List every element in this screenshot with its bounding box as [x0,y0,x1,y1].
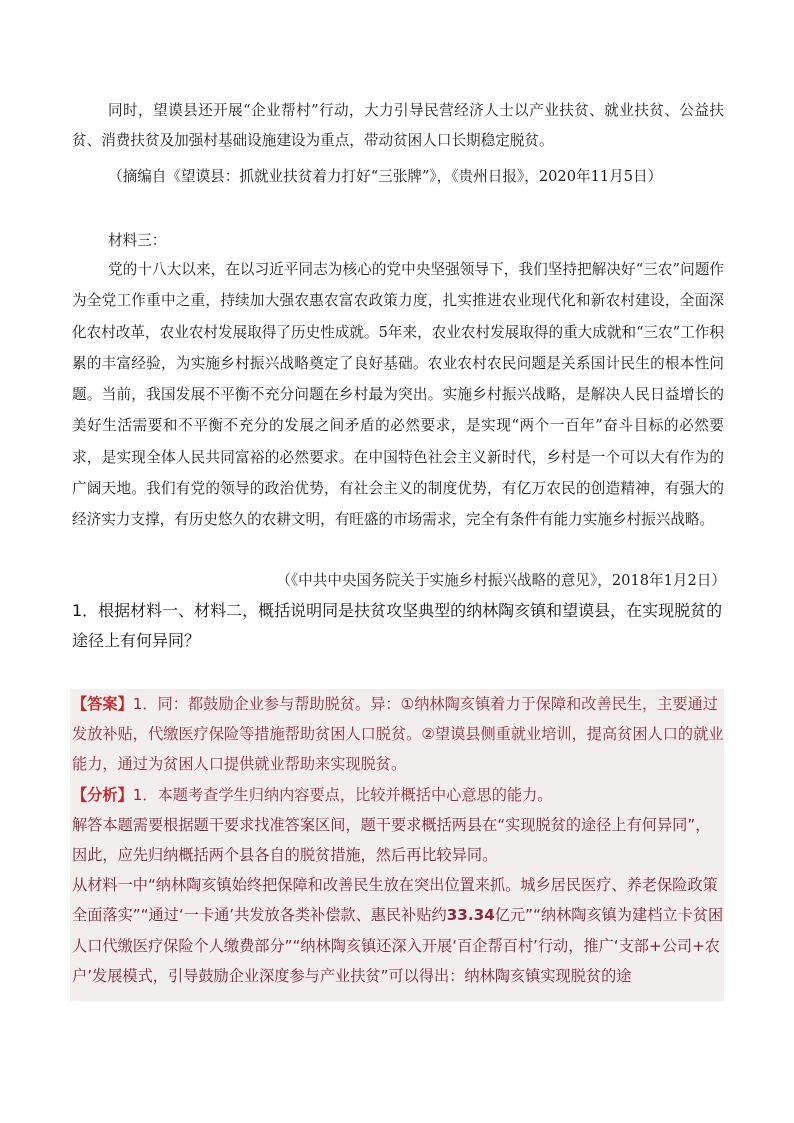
answer-text: 1．同：都鼓励企业参与帮助脱贫。异：①纳林陶亥镇着力于保障和改善民生，主要通过发放补贴，代缴医疗保险等措施帮助贫困人口脱贫。②望谟县侧重就业培训，提高贫困人口的就业能力，通过为贫困人口提供就业帮助来实现脱贫。 [72,695,724,774]
answer-analysis-box [70,689,724,1001]
analysis-line-3 [70,870,724,991]
subsidy-amount: 33.34 [446,906,495,925]
analysis-line-1: 1．本题考查学生归纳内容要点，比较并概括中心意思的能力。 [132,785,553,804]
analysis-line-2: 解答本题需要根据题干要求找准答案区间，题干要求概括两县在“实现脱贫的途径上有何异同”，因此，应先归纳概括两个县各自的脱贫措施，然后再比较异同。 [72,815,711,865]
material2-closing-paragraph: 同时，望谟县还开展“企业帮村”行动，大力引导民营经济人士以产业扶贫、就业扶贫、公益扶贫、消费扶贫及加强村基础设施建设为重点，带动贫困人口长期稳定脱贫。 [72,102,724,149]
material3-label: 材料三： [108,232,167,249]
answer-block [70,689,724,780]
material3-paragraph: 党的十八大以来，在以习近平同志为核心的党中央坚强领导下，我们坚持把解决好“三农”问题作为全党工作重中之重，持续加大强农惠农富农政策力度，扎实推进农业现代化和新农村建设，全面深化农村改革，农业农村发展取得了历史性成就。5年来，农业农村发展取得的重大成就和“三农”工作积累的丰富经验，为实施乡村振兴战略奠定了良好基础。农业农村农民问题是关系国计民生的根本性问题。当前，我国发展不平衡不充分问题在乡村最为突出。实施乡村振兴战略，是解决人民日益增长的美好生活需要和不平衡不充分的发展之间矛盾的必然要求，是实现“两个一百年”奋斗目标的必然要求，是实现全体人民共同富裕的必然要求。在中国特色社会主义新时代，乡村是一个可以大有作为的广阔天地。我们有党的领导的政治优势，有社会主义的制度优势，有亿万农民的创造精神，有强大的经济实力支撑，有历史悠久的农耕文明，有旺盛的市场需求，完全有条件有能力实施乡村振兴战略。 [72,261,724,529]
question-1: 1．根据材料一、材料二，概括说明同是扶贫攻坚典型的纳林陶亥镇和望谟县，在实现脱贫的途径上有何异同？ [72,601,723,650]
analysis-line-3-before: 从材料一中“纳林陶亥镇始终把保障和改善民生放在突出位置来抓。城乡居民医疗、养老保险政策全面落实”“通过‘一卡通’共发放各类补偿款、惠民补贴约 [72,876,718,925]
analysis-tag: 【分析】 [72,785,133,804]
analysis-line-3-after: 亿元”“纳林陶亥镇为建档立卡贫困人口代缴医疗保险个人缴费部分”“纳林陶亥镇还深入开展‘百企帮百村’行动，推广‘支部+公司+农户’发展模式，引导鼓励企业深度参与产业扶贫”可以得出：纳林陶亥镇实现脱贫的途 [72,906,724,985]
answer-tag: 【答案】 [72,695,133,713]
analysis-block [70,780,724,810]
material3-source-citation: （《中共中央国务院关于实施乡村振兴战略的意见》，2018年1月2日） [276,572,726,589]
material2-source-citation: （摘编自《望谟县：抓就业扶贫着力打好“三张牌”》，《贵州日报》，2020年11月5日） [108,168,663,185]
